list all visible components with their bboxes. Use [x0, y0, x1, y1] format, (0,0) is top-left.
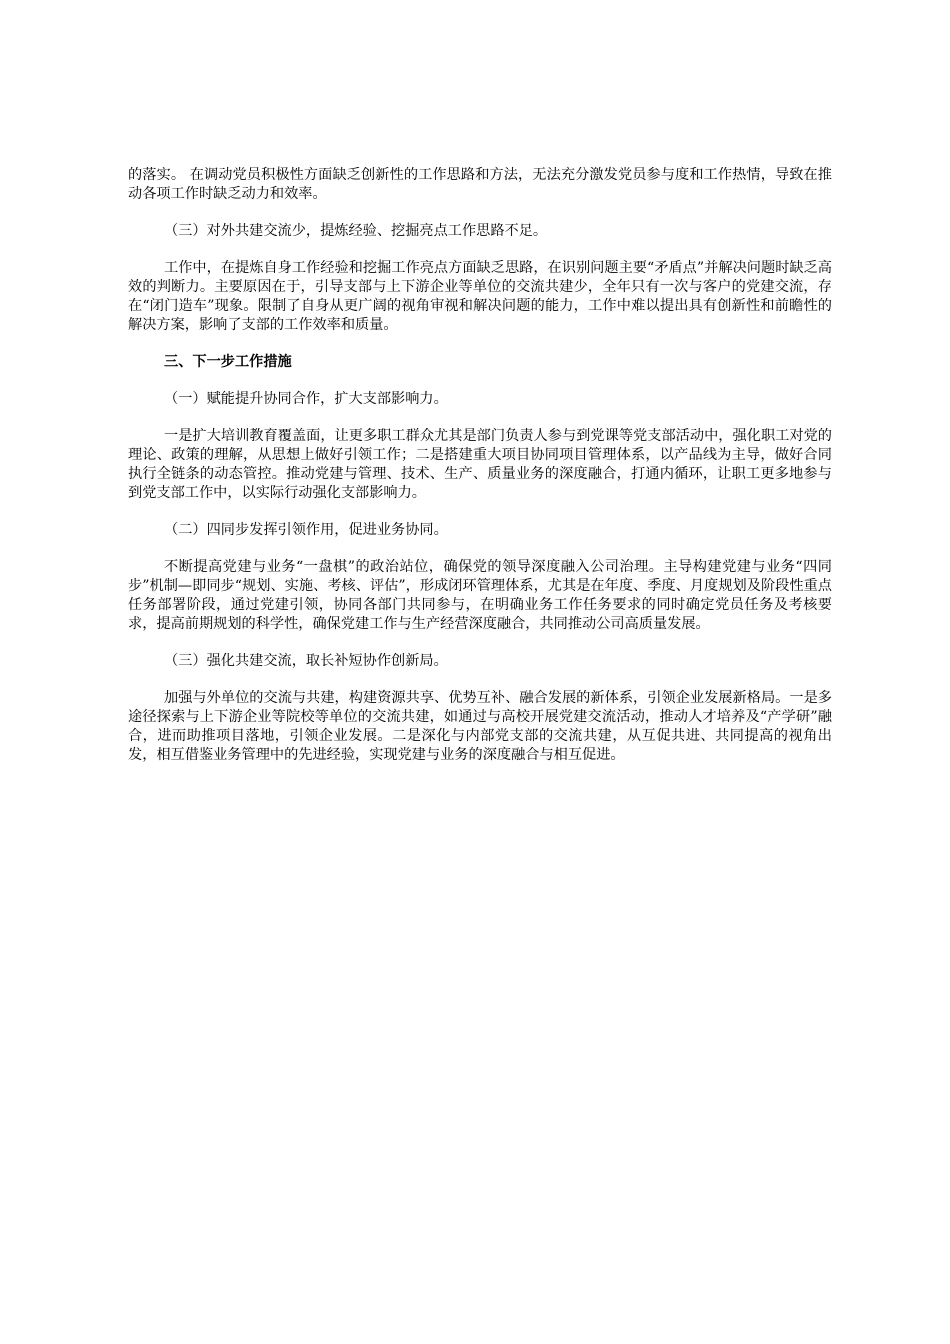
section-heading-next-steps: 三、下一步工作措施: [164, 354, 292, 370]
spacer: [128, 540, 832, 558]
document-page: [128, 166, 832, 765]
subheading-empowerment: （一）赋能提升协同合作，扩大支部影响力。: [164, 391, 448, 407]
subheading-joint-exchange: （三）强化共建交流，取长补短协作创新局。: [164, 653, 448, 669]
spacer: [128, 671, 832, 689]
paragraph-joint-exchange: 加强与外单位的交流与共建，构建资源共享、优势互补、融合发展的新体系，引领企业发展新格局。一是多途径探索与上下游企业等院校等单位的交流共建，如通过与高校开展党建交流活动，推动人才培养及“产学研”融合，进而助推项目落地，引领企业发展。二是深化与内部党支部的交流共建，从互促共进、共同提高的视角出发，相互借鉴业务管理中的先进经验，实现党建与业务的深度融合与相互促进。: [128, 690, 832, 763]
spacer: [128, 335, 832, 353]
spacer: [128, 204, 832, 222]
paragraph-exchange-analysis: 工作中，在提炼自身工作经验和挖掘工作亮点方面缺乏思路，在识别问题主要“矛盾点”并解决问题时缺乏高效的判断力。主要原因在于，引导支部与上下游企业等单位的交流共建少，全年只有一次与客户的党建交流，存在“闭门造车”现象。限制了自身从更广阔的视角审视和解决问题的能力，工作中难以提出具有创新性和前瞻性的解决方案，影响了支部的工作效率和质量。: [128, 260, 832, 333]
paragraph-empowerment: 一是扩大培训教育覆盖面，让更多职工群众尤其是部门负责人参与到党课等党支部活动中，强化职工对党的理论、政策的理解，从思想上做好引领工作；二是搭建重大项目协同项目管理体系，以产品线为主导，做好合同执行全链条的动态管控。推动党建与管理、技术、生产、质量业务的深度融合，打通内循环，让职工更多地参与到党支部工作中，以实际行动强化支部影响力。: [128, 428, 832, 501]
subheading-external-exchange-issue: （三）对外共建交流少，提炼经验、挖掘亮点工作思路不足。: [164, 223, 548, 239]
spacer: [128, 503, 832, 521]
spacer: [128, 372, 832, 390]
spacer: [128, 409, 832, 427]
paragraph-continuation: 的落实。 在调动党员积极性方面缺乏创新性的工作思路和方法，无法充分激发党员参与度和工作热情，导致在推动各项工作时缺乏动力和效率。: [128, 167, 832, 202]
subheading-four-sync: （二）四同步发挥引领作用，促进业务协同。: [164, 522, 448, 538]
spacer: [128, 241, 832, 259]
spacer: [128, 634, 832, 652]
paragraph-four-sync: 不断提高党建与业务“一盘棋”的政治站位，确保党的领导深度融入公司治理。主导构建党建与业务“四同步”机制—即同步“规划、实施、考核、评估”，形成闭环管理体系，尤其是在年度、季度、月度规划及阶段性重点任务部署阶段，通过党建引领，协同各部门共同参与，在明确业务工作任务要求的同时确定党员任务及考核要求，提高前期规划的科学性，确保党建工作与生产经营深度融合，共同推动公司高质量发展。: [128, 559, 832, 632]
